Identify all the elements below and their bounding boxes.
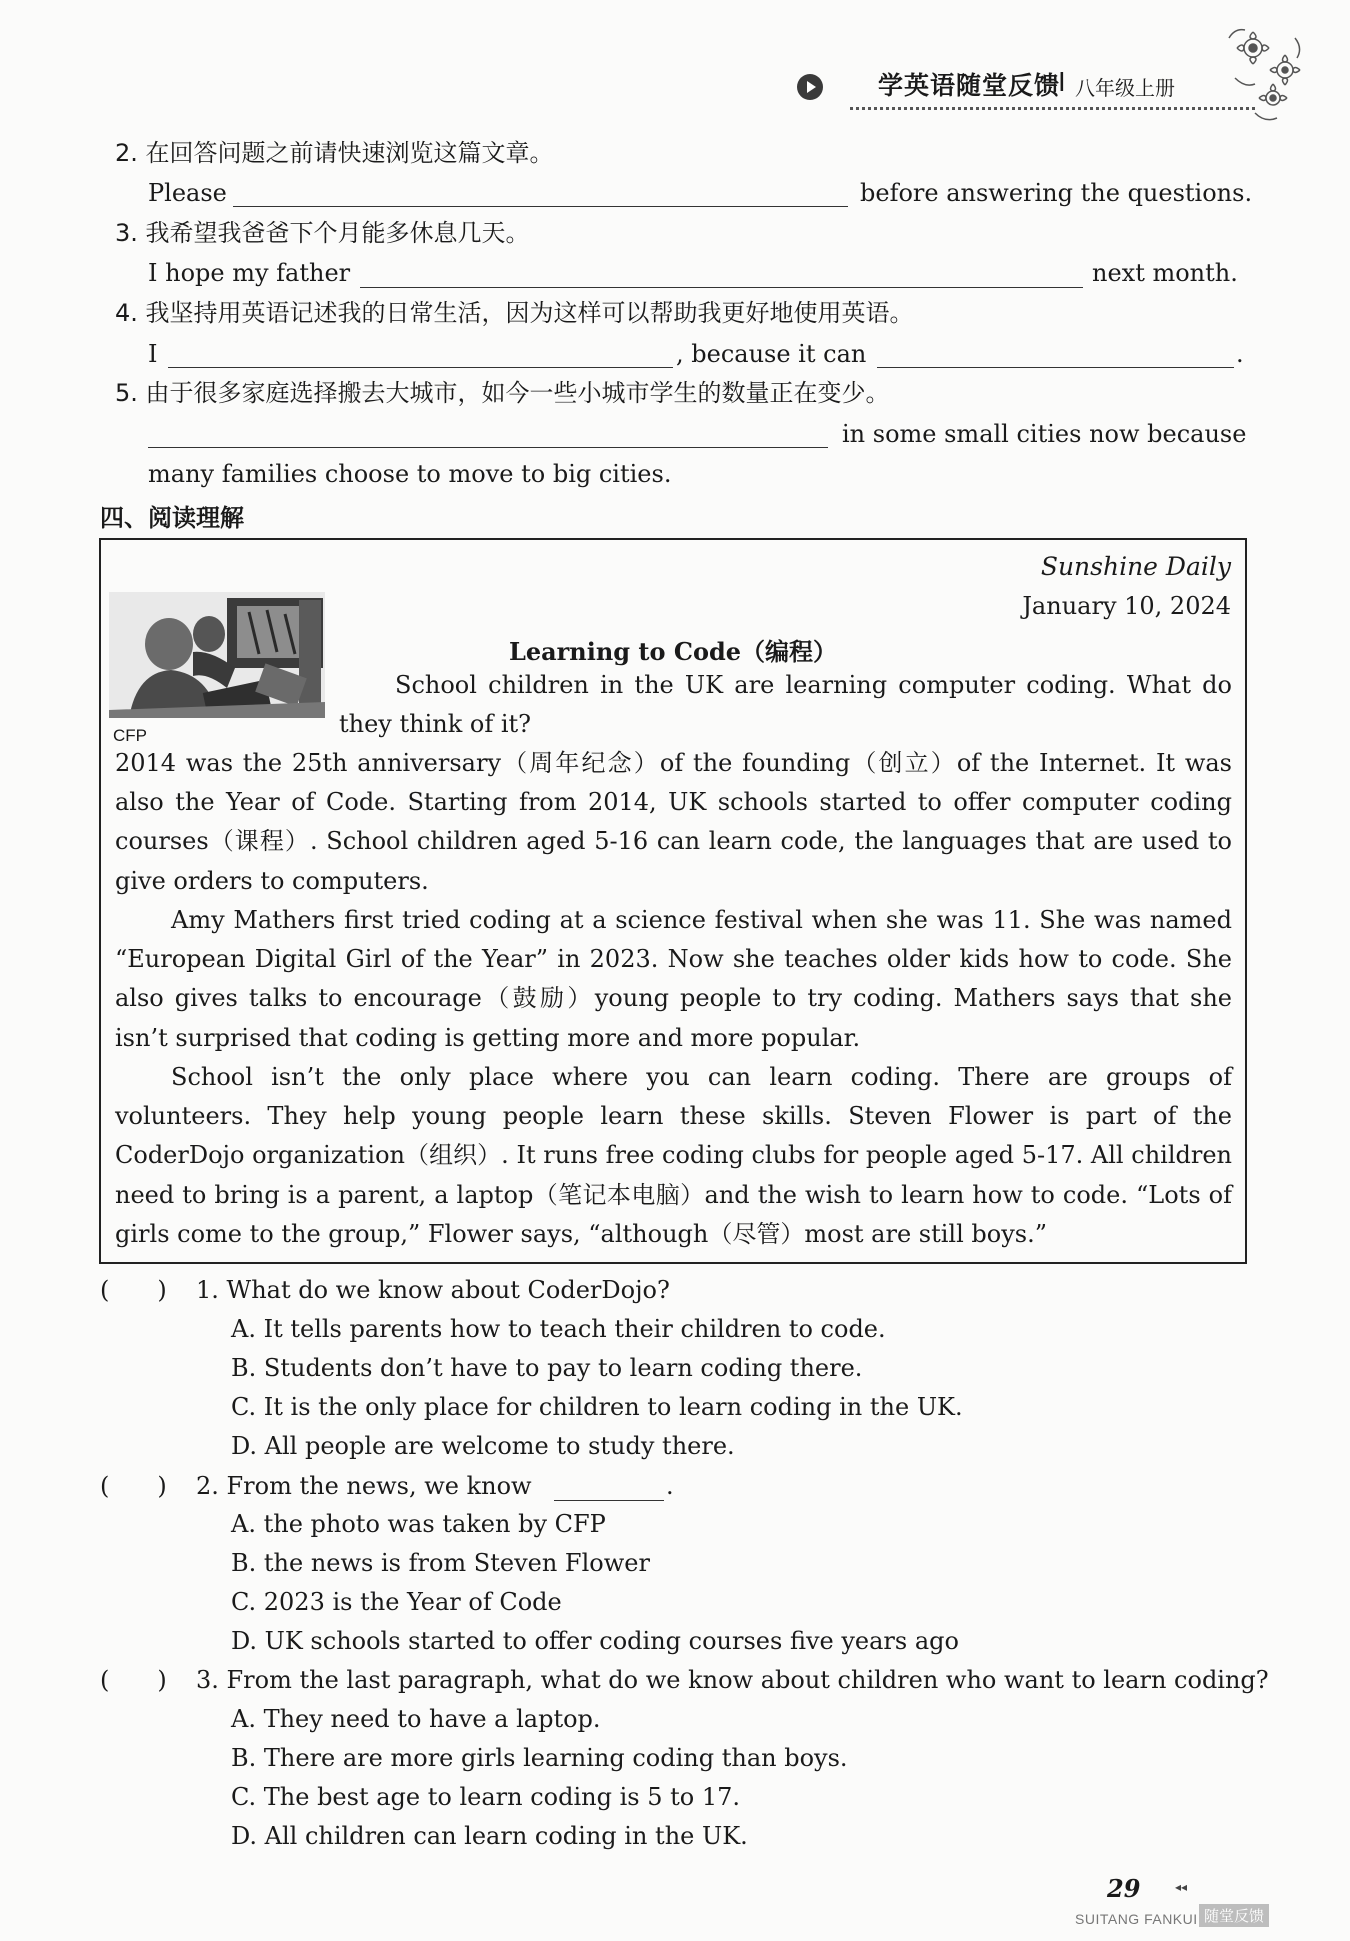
- question-option: D. All people are welcome to study there.: [231, 1432, 735, 1460]
- question-option: B. There are more girls learning coding than boys.: [231, 1744, 848, 1772]
- photo-credit: CFP: [113, 726, 147, 745]
- answer-blank[interactable]: [877, 367, 1234, 368]
- article-paragraph: Amy Mathers first tried coding at a science festival when she was 11. She was named “European Digital Girl of the Year” in 2023. Now she teaches older kids how to code. She also gives talks to encourage（鼓励）young people to try coding. Mathers says that she isn’t surprised that coding is getting more and more popular.: [115, 906, 1232, 1052]
- question-option: C. It is the only place for children to learn coding in the UK.: [231, 1393, 963, 1421]
- translation-item-4-prefix: I: [148, 340, 158, 368]
- question-option: A. the photo was taken by CFP: [231, 1510, 606, 1538]
- reading-passage-box: [99, 538, 1247, 1264]
- answer-parentheses[interactable]: ( ): [100, 1666, 167, 1694]
- section-heading: 四、阅读理解: [100, 504, 244, 532]
- article-paragraph: School isn’t the only place where you can learn coding. There are groups of volunteers. They help young people learn these skills. Steven Flower is part of the CoderDojo organization（组织）. It runs free coding clubs for people aged 5-17. All children need to bring is a parent, a laptop（笔记本电脑）and the wish to learn how to code. “Lots of girls come to the group,” Flower says, “although（尽管）most are still boys.”: [115, 1063, 1232, 1248]
- question-stem: 1. What do we know about CoderDojo?: [196, 1276, 670, 1304]
- translation-item-2-prefix: Please: [148, 179, 227, 207]
- translation-item-3-prefix: I hope my father: [148, 259, 351, 287]
- question-option: C. 2023 is the Year of Code: [231, 1588, 562, 1616]
- article-title: Learning to Code（编程）: [508, 637, 838, 666]
- answer-blank[interactable]: [148, 447, 828, 448]
- footer-pinyin: SUITANG FANKUI: [1075, 1911, 1198, 1927]
- translation-item-5-suffix: in some small cities now because: [842, 420, 1247, 448]
- answer-blank[interactable]: [360, 287, 1083, 288]
- question-option: D. UK schools started to offer coding courses five years ago: [231, 1627, 959, 1655]
- question-stem: 3. From the last paragraph, what do we know about children who want to learn coding?: [196, 1666, 1269, 1694]
- translation-item-3-chinese: 3. 我希望我爸爸下个月能多休息几天。: [115, 219, 530, 247]
- answer-blank[interactable]: [554, 1500, 664, 1501]
- question-stem-end: .: [666, 1472, 674, 1500]
- question-option: A. They need to have a laptop.: [231, 1705, 601, 1733]
- answer-parentheses[interactable]: ( ): [100, 1472, 167, 1500]
- translation-item-4-middle: , because it can: [676, 340, 867, 368]
- question-option: A. It tells parents how to teach their children to code.: [231, 1315, 886, 1343]
- arrow-left-icon: ◂◂: [1175, 1880, 1188, 1894]
- article-paragraph: School children in the UK are learning computer coding. What do they think of it?: [339, 671, 1232, 739]
- answer-blank[interactable]: [168, 367, 673, 368]
- question-stem: 2. From the news, we know: [196, 1472, 532, 1500]
- page-number: 29: [1107, 1874, 1141, 1903]
- header-dotted-rule: [850, 107, 1255, 110]
- header-separator: I: [1058, 68, 1066, 98]
- play-icon: [797, 74, 823, 100]
- question-option: C. The best age to learn coding is 5 to 17.: [231, 1783, 740, 1811]
- grade-label: 八年级上册: [1075, 76, 1175, 100]
- translation-item-2-chinese: 2. 在回答问题之前请快速浏览这篇文章。: [115, 139, 554, 167]
- article-paragraph: 2014 was the 25th anniversary（周年纪念）of the founding（创立）of the Internet. It was also the Year of Code. Starting from 2014, UK schools started to offer computer coding courses（课程）. School children aged 5-16 can learn code, the languages that are used to give orders to computers.: [115, 749, 1232, 895]
- answer-blank[interactable]: [233, 206, 848, 207]
- question-option: D. All children can learn coding in the UK.: [231, 1822, 748, 1850]
- translation-item-3-suffix: next month.: [1092, 259, 1238, 287]
- publication-date: January 10, 2024: [1022, 592, 1231, 620]
- flower-ornament-icon: [1215, 18, 1315, 133]
- book-title: 学英语随堂反馈: [878, 71, 1061, 100]
- publication-name: Sunshine Daily: [1040, 552, 1231, 581]
- question-option: B. the news is from Steven Flower: [231, 1549, 650, 1577]
- question-option: B. Students don’t have to pay to learn coding there.: [231, 1354, 863, 1382]
- translation-item-5-second-line: many families choose to move to big cities.: [148, 460, 672, 488]
- translation-item-4-chinese: 4. 我坚持用英语记述我的日常生活，因为这样可以帮助我更好地使用英语。: [115, 299, 914, 327]
- answer-parentheses[interactable]: ( ): [100, 1276, 167, 1304]
- translation-item-2-suffix: before answering the questions.: [860, 179, 1253, 207]
- translation-item-4-suffix: .: [1236, 340, 1244, 368]
- footer-tag: 随堂反馈: [1199, 1904, 1269, 1927]
- translation-item-5-chinese: 5. 由于很多家庭选择搬去大城市，如今一些小城市学生的数量正在变少。: [115, 379, 890, 407]
